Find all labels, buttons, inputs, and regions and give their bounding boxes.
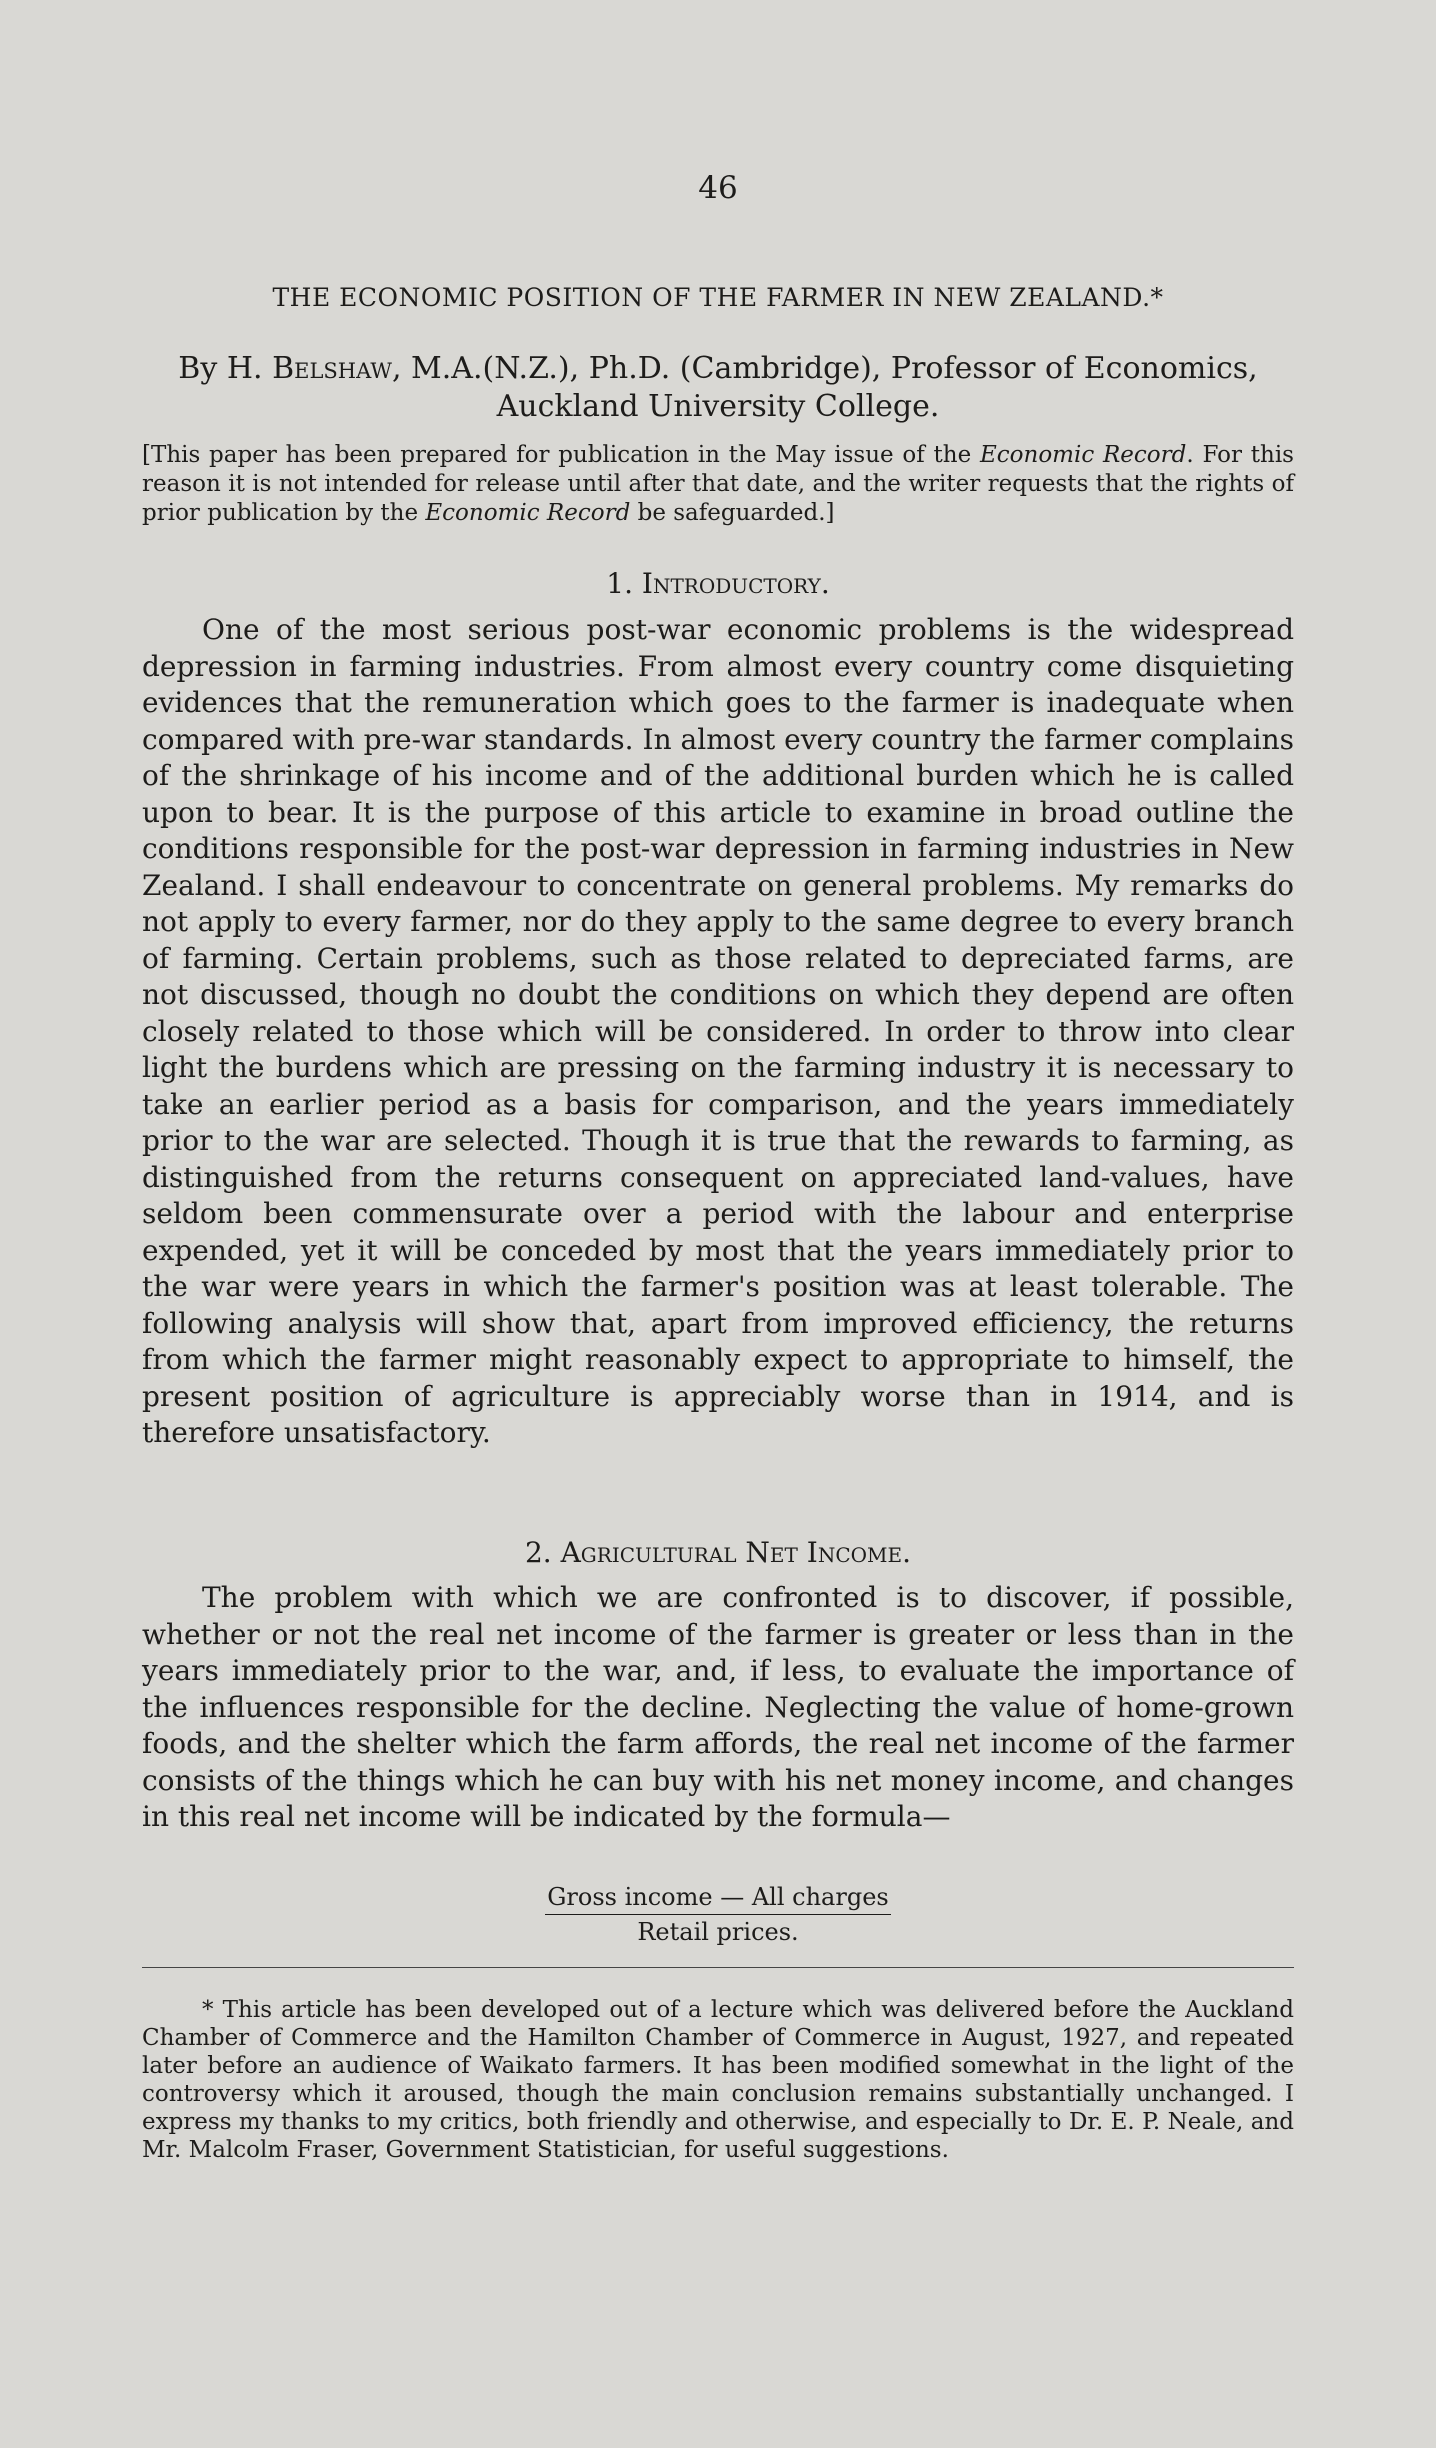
author-credentials: , M.A.(N.Z.), Ph.D. (Cambridge), Professor of Economics,	[391, 351, 1258, 386]
byline-prefix: By H.	[178, 351, 273, 386]
formula	[0, 1880, 1436, 1949]
section-2-heading: 2. Agricultural Net Income.	[524, 1536, 912, 1569]
editorial-note	[142, 441, 1294, 528]
section-1-heading: 1. Introductory.	[606, 567, 830, 600]
footnote-divider	[142, 1967, 1294, 1968]
journal-name-2: Economic Record	[425, 500, 631, 526]
author-institution: Auckland University College.	[496, 389, 940, 424]
footnote: * This article has been developed out of a lecture which was delivered before the Auckland Chamber of Commerce and the Hamilton Chamber of Commerce in August, 1927, and repeated later before an audience of Waikato farmers. It has been modified somewhat in the light of the controversy which it aroused, though the main conclusion remains substantially unchanged. I express my thanks to my critics, both friendly and otherwise, and especially to Dr. E. P. Neale, and Mr. Malcolm Fraser, Government Statistician, for useful suggestions.	[142, 1997, 1294, 2163]
author-surname: Belshaw	[272, 351, 392, 386]
editorial-note-part-2: . For this reason it is not intended for release until after that date, and the writer requests that the rights of prior publication by the	[142, 442, 1294, 526]
journal-name-1: Economic Record	[979, 442, 1187, 468]
article-title: THE ECONOMIC POSITION OF THE FARMER IN NEW ZEALAND.*	[272, 283, 1164, 312]
page-number: 46	[698, 170, 738, 206]
byline-line-1	[142, 350, 1294, 388]
section-2-paragraph: The problem with which we are confronted is to discover, if possible, whether or not the real net income of the farmer is greater or less than in the years immediately prior to the war, and, if less, to evaluate the importance of the influences responsible for the decline. Neglecting the value of home-grown foods, and the shelter which the farm affords, the real net income of the farmer consists of the things which he can buy with his net money income, and changes in this real net income will be indicated by the formula—	[142, 1581, 1294, 1833]
byline	[142, 350, 1294, 426]
formula-denominator: Retail prices.	[637, 1918, 799, 1946]
editorial-note-part-1: [This paper has been prepared for publication in the May issue of the	[142, 442, 980, 468]
formula-numerator: Gross income — All charges	[545, 1880, 890, 1915]
editorial-note-part-3: be safeguarded.]	[630, 500, 835, 526]
section-1-paragraph: One of the most serious post-war economic problems is the widespread depression in farming industries. From almost every country come disquieting evidences that the remuneration which goes to the farmer is inadequate when compared with pre-war standards. In almost every country the farmer complains of the shrinkage of his income and of the additional burden which he is called upon to bear. It is the purpose of this article to examine in broad outline the conditions responsible for the post-war depression in farming industries in New Zealand. I shall endeavour to concentrate on general problems. My remarks do not apply to every farmer, nor do they apply to the same degree to every branch of farming. Certain problems, such as those related to depreciated farms, are not discussed, though no doubt the conditions on which they depend are often closely related to those which will be considered. In order to throw into clear light the burdens which are pressing on the farming industry it is necessary to take an earlier period as a basis for comparison, and the years immediately prior to the war are selected. Though it is true that the rewards to farming, as distinguished from the returns consequent on appreciated land-values, have seldom been commensurate over a period with the labour and enterprise expended, yet it will be conceded by most that the years immediately prior to the war were years in which the farmer's position was at least tolerable. The following analysis will show that, apart from improved efficiency, the returns from which the farmer might reasonably expect to appropriate to himself, the present position of agriculture is appreciably worse than in 1914, and is therefore unsatisfactory.	[142, 613, 1294, 1449]
